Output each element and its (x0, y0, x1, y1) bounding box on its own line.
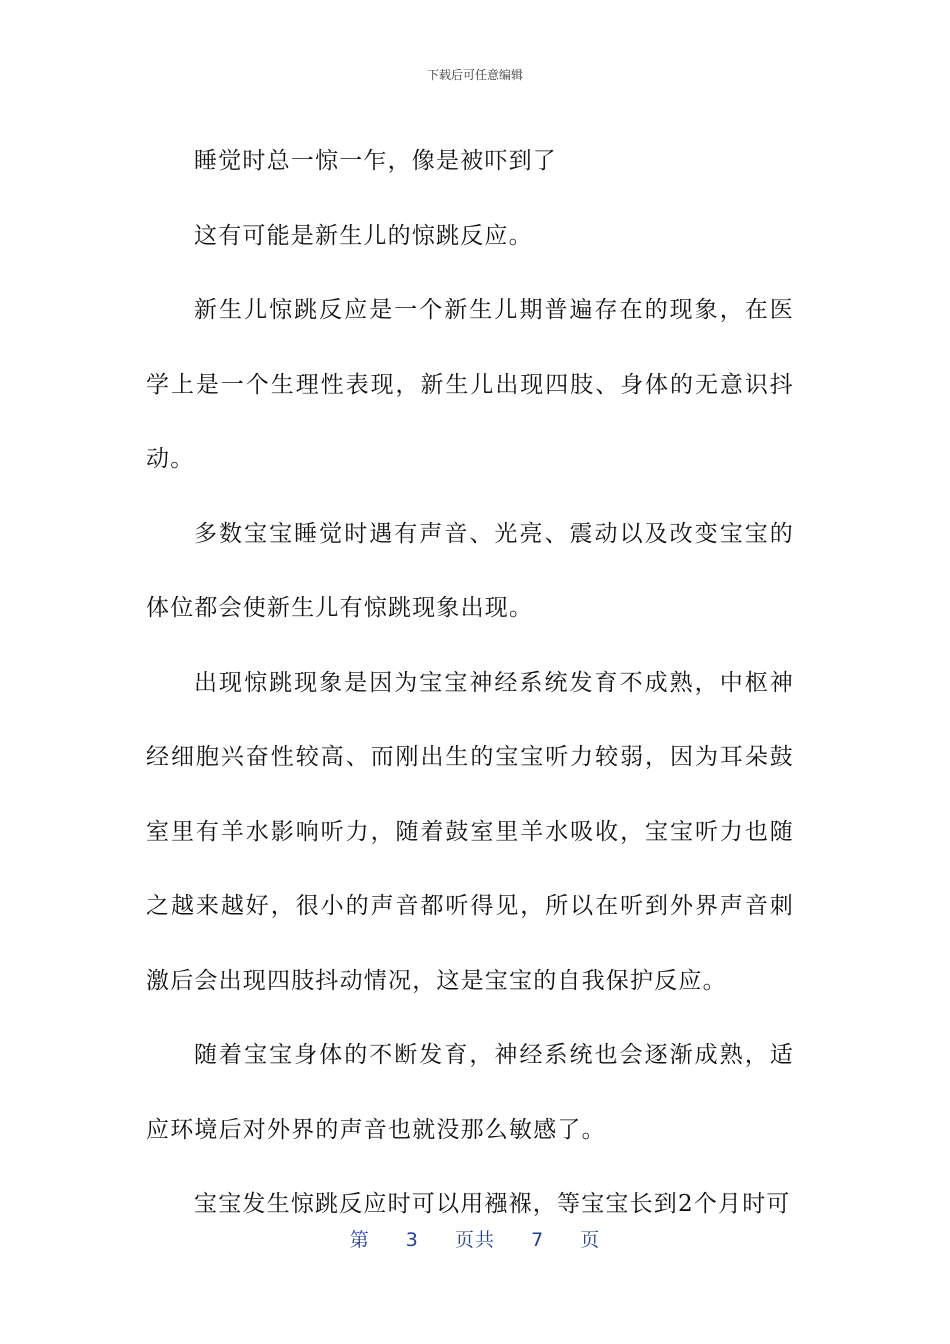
paragraph-2: 这有可能是新生儿的惊跳反应。 (194, 222, 533, 249)
paragraph-4: 多数宝宝睡觉时遇有声音、光亮、震动以及改变宝宝的体位都会使新生儿有惊跳现象出现。 (146, 520, 794, 621)
paragraph-7: 宝宝发生惊跳反应时可以用襁褓，等宝宝长到2个月时可 (194, 1191, 791, 1217)
paragraph-6: 随着宝宝身体的不断发育，神经系统也会逐渐成熟，适应环境后对外界的声音也就没那么敏感了。 (146, 1042, 794, 1143)
footer-total-pages: 7 (531, 1229, 545, 1251)
footer-current-page: 3 (405, 1229, 419, 1251)
paragraph-5: 出现惊跳现象是因为宝宝神经系统发育不成熟，中枢神经细胞兴奋性较高、而刚出生的宝宝听力较弱，因为耳朵鼓室里有羊水影响听力，随着鼓室里羊水吸收，宝宝听力也随之越来越好，很小的声音都听得见，所以在听到外界声音刺激后会出现四肢抖动情况，这是宝宝的自我保护反应。 (146, 669, 794, 994)
footer-prefix: 第 (349, 1229, 370, 1251)
page-footer (0, 1225, 950, 1252)
paragraph-3: 新生儿惊跳反应是一个新生儿期普遍存在的现象，在医学上是一个生理性表现，新生儿出现四肢、身体的无意识抖动。 (146, 297, 794, 472)
document-body (146, 124, 794, 1242)
footer-suffix: 页 (580, 1229, 601, 1251)
paragraph-1: 睡觉时总一惊一乍，像是被吓到了 (194, 148, 557, 174)
footer-middle: 页共 (454, 1229, 495, 1251)
page-header: 下载后可任意编辑 (426, 68, 523, 82)
